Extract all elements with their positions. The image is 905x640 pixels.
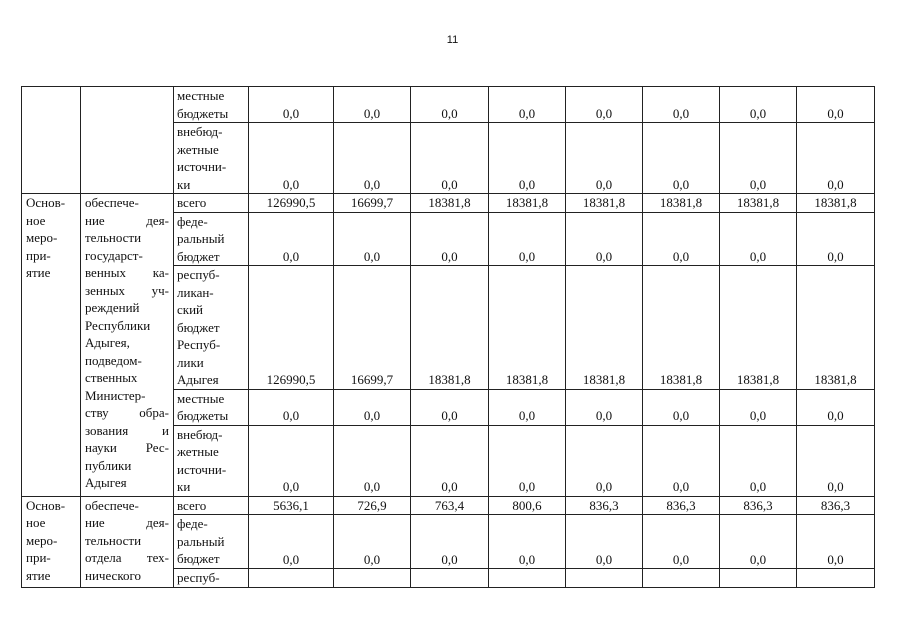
value-cell: 0,0 [566, 389, 643, 425]
measure-description-line: ние дея- [85, 212, 169, 228]
measure-description-line: тельности [85, 532, 142, 548]
value-cell: 0,0 [797, 123, 875, 194]
value-cell: 18381,8 [566, 194, 643, 213]
value-cell [249, 569, 334, 588]
value-cell: 0,0 [334, 515, 411, 569]
value-cell: 0,0 [334, 87, 411, 123]
value-cell: 0,0 [566, 425, 643, 496]
measure-description-line: венных ка- [85, 265, 169, 280]
table-row [22, 194, 875, 213]
value-cell [334, 569, 411, 588]
funding-source-line: Респуб- [177, 337, 221, 352]
measure-description-line: зования и [85, 422, 169, 438]
measure-type-line: ятие [26, 265, 51, 280]
funding-source-cell [174, 194, 249, 213]
value-cell: 18381,8 [566, 266, 643, 390]
value-cell: 16699,7 [334, 194, 411, 213]
value-cell: 0,0 [643, 425, 720, 496]
funding-source-cell [174, 515, 249, 569]
funding-source-line: бюджет [177, 319, 220, 335]
value-cell: 0,0 [411, 425, 489, 496]
value-cell: 0,0 [489, 389, 566, 425]
value-cell: 0,0 [643, 515, 720, 569]
value-cell: 0,0 [720, 123, 797, 194]
funding-source-line: респуб- [177, 267, 220, 282]
funding-source-line: источни- [177, 461, 227, 477]
value-cell: 5636,1 [249, 496, 334, 515]
value-cell [720, 569, 797, 588]
measure-description-line: Министер- [85, 387, 146, 403]
measure-type-line: Основ- [26, 497, 66, 513]
value-cell: 836,3 [566, 496, 643, 515]
funding-source-line: жетные [177, 444, 219, 459]
value-cell: 18381,8 [720, 266, 797, 390]
measure-type-line: ное [26, 515, 46, 530]
value-cell: 126990,5 [249, 266, 334, 390]
measure-description-line: ние дея- [85, 515, 169, 530]
value-cell: 0,0 [411, 87, 489, 123]
value-cell: 0,0 [643, 212, 720, 266]
funding-source-line: жетные [177, 141, 219, 157]
value-cell: 0,0 [566, 515, 643, 569]
value-cell: 18381,8 [720, 194, 797, 213]
value-cell: 0,0 [411, 212, 489, 266]
value-cell [566, 569, 643, 588]
value-cell: 0,0 [334, 212, 411, 266]
measure-type-cell [22, 496, 81, 587]
funding-source-line: респуб- [177, 570, 220, 585]
value-cell: 18381,8 [411, 266, 489, 390]
funding-source-line: бюджет [177, 551, 220, 566]
funding-source-line: Адыгея [177, 372, 219, 387]
value-cell: 18381,8 [489, 194, 566, 213]
value-cell: 0,0 [411, 123, 489, 194]
funding-source-line: всего [177, 497, 207, 513]
measure-description-line: тельности [85, 230, 142, 245]
value-cell: 0,0 [566, 123, 643, 194]
value-cell: 0,0 [411, 389, 489, 425]
funding-source-line: ральный [177, 533, 225, 549]
value-cell: 0,0 [249, 389, 334, 425]
value-cell [411, 569, 489, 588]
value-cell: 0,0 [797, 515, 875, 569]
measure-description-line: обеспече- [85, 497, 139, 513]
measure-description-line: реждений [85, 300, 140, 315]
table-row [22, 87, 875, 123]
funding-source-line: феде- [177, 516, 208, 531]
value-cell: 0,0 [249, 87, 334, 123]
value-cell: 18381,8 [643, 266, 720, 390]
funding-source-line: источни- [177, 159, 227, 174]
value-cell: 763,4 [411, 496, 489, 515]
measure-description-line: Адыгея, [85, 335, 130, 350]
value-cell: 18381,8 [643, 194, 720, 213]
funding-source-line: лики [177, 354, 204, 370]
value-cell: 18381,8 [797, 266, 875, 390]
value-cell: 0,0 [797, 389, 875, 425]
value-cell: 0,0 [797, 425, 875, 496]
value-cell: 18381,8 [411, 194, 489, 213]
value-cell: 836,3 [720, 496, 797, 515]
funding-source-line: всего [177, 195, 207, 210]
measure-description-line: публики [85, 457, 132, 473]
value-cell: 0,0 [720, 87, 797, 123]
value-cell: 0,0 [334, 425, 411, 496]
funding-source-cell [174, 569, 249, 588]
value-cell: 0,0 [643, 123, 720, 194]
value-cell: 800,6 [489, 496, 566, 515]
value-cell: 836,3 [797, 496, 875, 515]
funding-source-line: бюджеты [177, 105, 229, 121]
table-body [22, 87, 875, 588]
funding-source-line: ральный [177, 231, 225, 246]
measure-type-line: ятие [26, 567, 51, 583]
measure-type-cell [22, 87, 81, 194]
value-cell: 0,0 [720, 212, 797, 266]
value-cell: 18381,8 [489, 266, 566, 390]
measure-description-line: нического [85, 567, 141, 583]
measure-description-line: Адыгея [85, 475, 127, 490]
value-cell: 0,0 [411, 515, 489, 569]
funding-source-line: ликан- [177, 284, 214, 300]
funding-source-line: местные [177, 88, 225, 103]
measure-description-cell [81, 194, 174, 497]
value-cell: 0,0 [643, 389, 720, 425]
measure-description-line: Республики [85, 317, 151, 333]
value-cell: 0,0 [489, 87, 566, 123]
value-cell: 0,0 [566, 212, 643, 266]
value-cell: 126990,5 [249, 194, 334, 213]
measure-description-line: подведом- [85, 352, 142, 368]
measure-type-line: при- [26, 550, 51, 565]
measure-description-line: отдела тех- [85, 550, 169, 565]
value-cell: 0,0 [797, 212, 875, 266]
measure-description-line: государст- [85, 247, 143, 263]
funding-source-line: внебюд- [177, 426, 223, 442]
funding-source-cell [174, 212, 249, 266]
value-cell: 0,0 [720, 515, 797, 569]
funding-source-line: ки [177, 176, 191, 192]
measure-description-cell [81, 496, 174, 587]
funding-source-line: бюджет [177, 248, 220, 264]
measure-type-line: ное [26, 212, 46, 228]
funding-source-cell [174, 87, 249, 123]
measure-description-line: ству обра- [85, 405, 169, 420]
value-cell: 18381,8 [797, 194, 875, 213]
measure-type-cell [22, 194, 81, 497]
funding-source-line: феде- [177, 213, 208, 229]
value-cell: 0,0 [249, 123, 334, 194]
value-cell: 0,0 [643, 87, 720, 123]
value-cell: 0,0 [489, 515, 566, 569]
funding-source-line: внебюд- [177, 124, 223, 139]
measure-type-line: меро- [26, 230, 58, 245]
measure-description-line: обеспече- [85, 195, 139, 210]
value-cell [643, 569, 720, 588]
page-number: 11 [446, 34, 459, 46]
value-cell: 0,0 [566, 87, 643, 123]
funding-source-line: местные [177, 390, 225, 406]
funding-source-cell [174, 496, 249, 515]
value-cell: 0,0 [489, 425, 566, 496]
funding-source-line: бюджеты [177, 408, 229, 423]
measure-description-line: зенных уч- [85, 282, 169, 298]
value-cell: 0,0 [797, 87, 875, 123]
measure-description-cell [81, 87, 174, 194]
value-cell [489, 569, 566, 588]
table-row [22, 496, 875, 515]
value-cell: 0,0 [249, 425, 334, 496]
value-cell: 0,0 [334, 389, 411, 425]
measure-type-line: Основ- [26, 195, 66, 210]
value-cell: 0,0 [249, 212, 334, 266]
funding-source-line: ки [177, 479, 191, 494]
funding-source-cell [174, 425, 249, 496]
funding-source-cell [174, 266, 249, 390]
measure-type-line: меро- [26, 532, 58, 548]
value-cell: 0,0 [489, 212, 566, 266]
funding-source-cell [174, 389, 249, 425]
value-cell: 0,0 [334, 123, 411, 194]
value-cell [797, 569, 875, 588]
measure-type-line: при- [26, 247, 51, 263]
measure-description-line: ственных [85, 370, 138, 385]
value-cell: 836,3 [643, 496, 720, 515]
value-cell: 0,0 [489, 123, 566, 194]
measure-description-line: науки Рес- [85, 440, 169, 455]
funding-source-line: ский [177, 302, 203, 317]
value-cell: 0,0 [249, 515, 334, 569]
budget-table [21, 86, 875, 588]
value-cell: 726,9 [334, 496, 411, 515]
value-cell: 0,0 [720, 425, 797, 496]
value-cell: 0,0 [720, 389, 797, 425]
value-cell: 16699,7 [334, 266, 411, 390]
funding-source-cell [174, 123, 249, 194]
